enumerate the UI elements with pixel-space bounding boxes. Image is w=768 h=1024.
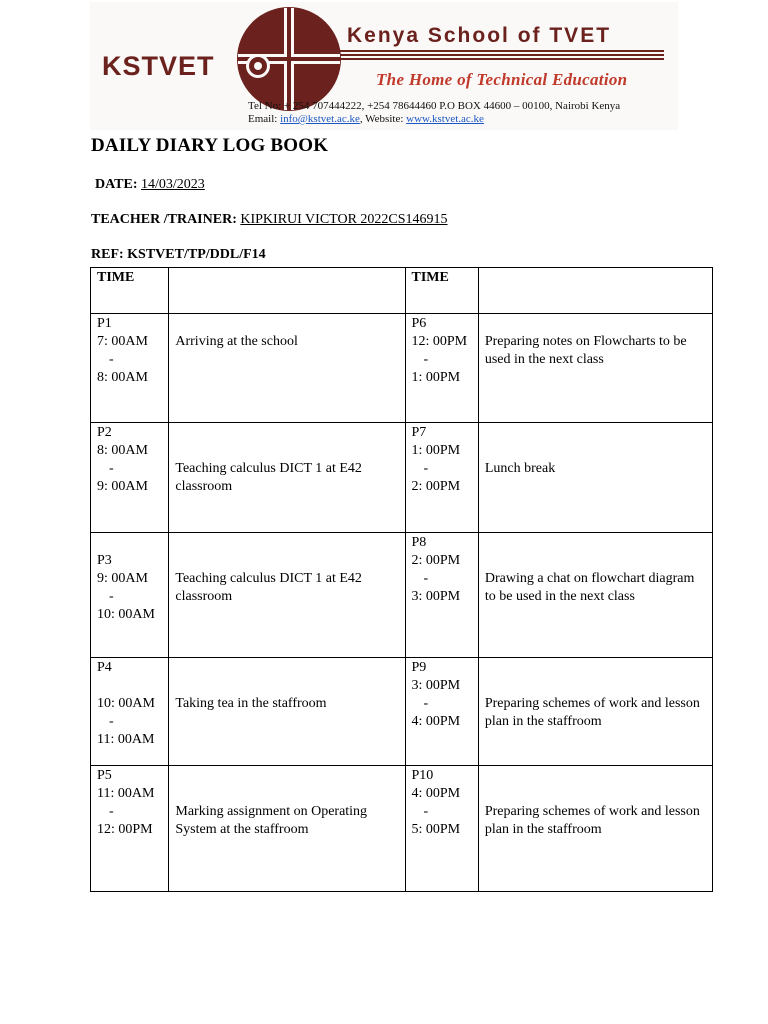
time-from: 4: 00PM bbox=[411, 786, 461, 801]
activity-cell bbox=[169, 314, 405, 423]
brand-stripes bbox=[340, 50, 664, 62]
period-label: P7 bbox=[411, 425, 427, 440]
period-label: P1 bbox=[97, 316, 112, 331]
time-from: 2: 00PM bbox=[411, 553, 461, 568]
time-separator: - bbox=[109, 714, 114, 729]
activity-cell bbox=[169, 423, 405, 533]
activity-cell bbox=[169, 766, 405, 892]
activity-text: Teaching calculus DICT 1 at E42 classroom bbox=[175, 461, 362, 494]
date-value: 14/03/2023 bbox=[141, 177, 205, 192]
kstvet-logo-icon bbox=[236, 6, 342, 112]
activity-text: Drawing a chat on flowchart diagram to be used in the next class bbox=[484, 571, 695, 604]
time-to: 1: 00PM bbox=[411, 370, 461, 385]
time-cell bbox=[405, 658, 478, 766]
period-label: P8 bbox=[411, 535, 427, 550]
activity-cell bbox=[478, 766, 712, 892]
teacher-field bbox=[91, 212, 448, 228]
time-to: 12: 00PM bbox=[97, 822, 153, 837]
email-website-line bbox=[248, 113, 484, 125]
time-to: 10: 00AM bbox=[97, 607, 155, 622]
school-tagline: The Home of Technical Education bbox=[376, 70, 628, 89]
time-cell bbox=[91, 766, 169, 892]
time-from: 1: 00PM bbox=[411, 443, 461, 458]
website-link[interactable]: www.kstvet.ac.ke bbox=[406, 113, 484, 125]
activity-text: Preparing schemes of work and lesson plan in the staffroom bbox=[484, 804, 700, 837]
period-label: P3 bbox=[97, 553, 112, 568]
period-label: P9 bbox=[411, 660, 427, 675]
school-name: Kenya School of TVET bbox=[347, 24, 612, 47]
time-separator: - bbox=[423, 571, 429, 586]
time-cell bbox=[405, 766, 478, 892]
period-label: P6 bbox=[411, 316, 427, 331]
time-from: 12: 00PM bbox=[411, 334, 468, 349]
time-separator: - bbox=[423, 696, 429, 711]
table-row bbox=[91, 766, 713, 892]
activity-cell bbox=[478, 314, 712, 423]
period-label: P10 bbox=[411, 768, 434, 783]
activity-text: Taking tea in the staffroom bbox=[175, 696, 327, 711]
time-from: 3: 00PM bbox=[411, 678, 461, 693]
email-link[interactable]: info@kstvet.ac.ke bbox=[280, 113, 360, 125]
time-from: 10: 00AM bbox=[97, 696, 155, 711]
time-separator: - bbox=[423, 461, 429, 476]
table-row bbox=[91, 314, 713, 423]
activity-cell bbox=[478, 423, 712, 533]
time-from: 8: 00AM bbox=[97, 443, 148, 458]
time-separator: - bbox=[109, 804, 114, 819]
letterhead bbox=[90, 2, 678, 130]
time-to: 3: 00PM bbox=[411, 589, 461, 604]
activity-text: Teaching calculus DICT 1 at E42 classroom bbox=[175, 571, 362, 604]
time-separator: - bbox=[423, 352, 429, 367]
reference-number: REF: KSTVET/TP/DDL/F14 bbox=[91, 247, 266, 262]
period-label: P4 bbox=[97, 660, 112, 675]
date-field bbox=[95, 177, 205, 193]
activity-cell bbox=[478, 533, 712, 658]
contact-line: Tel No: + 254 707444222, +254 78644460 P.O BOX 44600 – 00100, Nairobi Kenya bbox=[248, 100, 621, 112]
time-separator: - bbox=[423, 804, 429, 819]
email-label: Email: bbox=[248, 113, 281, 125]
date-label: DATE: bbox=[95, 177, 138, 192]
table-row bbox=[91, 658, 713, 766]
table-row bbox=[91, 423, 713, 533]
diary-log-table bbox=[90, 267, 713, 892]
time-to: 2: 00PM bbox=[411, 479, 461, 494]
header-time-right: TIME bbox=[405, 268, 478, 314]
activity-text: Preparing schemes of work and lesson plan in the staffroom bbox=[484, 696, 700, 729]
header-activity-left bbox=[169, 268, 405, 314]
time-from: 9: 00AM bbox=[97, 571, 148, 586]
time-cell bbox=[405, 533, 478, 658]
activity-text: Lunch break bbox=[484, 461, 556, 476]
time-to: 9: 00AM bbox=[97, 479, 148, 494]
time-to: 11: 00AM bbox=[97, 732, 155, 747]
header-time-left: TIME bbox=[91, 268, 169, 314]
activity-text: Preparing notes on Flowcharts to be used in the next class bbox=[484, 334, 687, 367]
activity-cell bbox=[478, 658, 712, 766]
activity-text: Marking assignment on Operating System at the staffroom bbox=[175, 804, 368, 837]
time-separator: - bbox=[109, 352, 114, 367]
teacher-label: TEACHER /TRAINER: bbox=[91, 212, 237, 227]
time-to: 8: 00AM bbox=[97, 370, 148, 385]
time-cell bbox=[91, 533, 169, 658]
time-to: 5: 00PM bbox=[411, 822, 461, 837]
period-label: P5 bbox=[97, 768, 112, 783]
document-title: DAILY DIARY LOG BOOK bbox=[91, 135, 329, 156]
time-separator: - bbox=[109, 461, 114, 476]
time-cell bbox=[91, 314, 169, 423]
header-activity-right bbox=[478, 268, 712, 314]
teacher-value: KIPKIRUI VICTOR 2022CS146915 bbox=[240, 212, 448, 227]
activity-cell bbox=[169, 533, 405, 658]
time-cell bbox=[405, 314, 478, 423]
activity-text: Arriving at the school bbox=[175, 334, 298, 349]
time-from: 11: 00AM bbox=[97, 786, 155, 801]
website-label: , Website: bbox=[359, 113, 407, 125]
activity-cell bbox=[169, 658, 405, 766]
time-cell bbox=[405, 423, 478, 533]
time-separator: - bbox=[109, 589, 114, 604]
time-cell bbox=[91, 423, 169, 533]
period-label: P2 bbox=[97, 425, 112, 440]
time-from: 7: 00AM bbox=[97, 334, 148, 349]
time-cell bbox=[91, 658, 169, 766]
school-short-name: KSTVET bbox=[102, 51, 215, 81]
table-row bbox=[91, 533, 713, 658]
time-to: 4: 00PM bbox=[411, 714, 461, 729]
table-header-row bbox=[91, 268, 713, 314]
